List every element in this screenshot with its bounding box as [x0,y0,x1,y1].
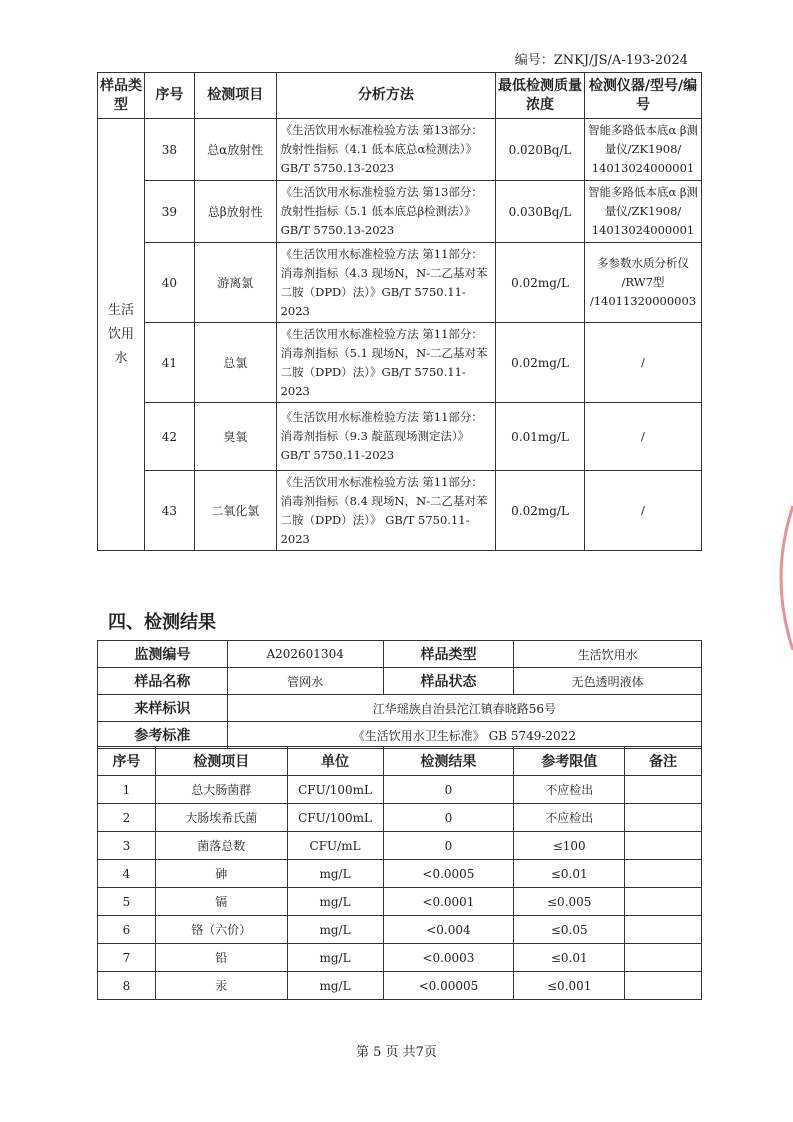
method-row [98,119,702,181]
result-note [625,944,702,972]
result-no: 4 [98,860,156,888]
sample-state-value: 无色透明液体 [514,668,702,695]
result-row [98,888,702,916]
results-header-unit: 单位 [287,747,383,776]
result-row [98,776,702,804]
method-limit: 0.030Bq/L [496,181,585,243]
result-row [98,944,702,972]
method-limit: 0.02mg/L [496,323,585,403]
method-row [98,243,702,323]
result-row [98,916,702,944]
seal-stamp-fragment [763,498,793,658]
result-limit: 不应检出 [514,804,625,832]
header-no: 序号 [144,73,194,119]
result-note [625,888,702,916]
result-unit: CFU/mL [287,832,383,860]
method-item: 游离氯 [194,243,276,323]
result-unit: CFU/100mL [287,804,383,832]
result-item: 菌落总数 [155,832,287,860]
result-note [625,832,702,860]
standard-value: 《生活饮用水卫生标准》 GB 5749-2022 [227,722,701,749]
sample-state-label: 样品状态 [383,668,514,695]
result-value: 0 [383,832,514,860]
method-limit: 0.02mg/L [496,243,585,323]
method-item: 二氧化氯 [194,471,276,551]
result-item: 铅 [155,944,287,972]
result-value: <0.00005 [383,972,514,1000]
method-instrument: 智能多路低本底α β测量仪/ZK1908/ 14013024000001 [584,181,701,243]
section-title: 四、检测结果 [108,612,216,633]
header-method: 分析方法 [276,73,495,119]
source-value: 江华瑶族自治县沱江镇春晓路56号 [227,695,701,722]
result-value: 0 [383,804,514,832]
sample-info-table [97,640,702,749]
method-instrument: / [584,471,701,551]
results-header-limit: 参考限值 [514,747,625,776]
result-no: 8 [98,972,156,1000]
result-item: 汞 [155,972,287,1000]
result-note [625,776,702,804]
result-limit: ≤100 [514,832,625,860]
method-row [98,323,702,403]
result-no: 7 [98,944,156,972]
seal-arc [781,506,793,650]
monitor-no-label: 监测编号 [98,641,228,668]
page-footer: 第 5 页 共7页 [356,1045,437,1060]
result-item: 总大肠菌群 [155,776,287,804]
header-instrument: 检测仪器/型号/编号 [584,73,701,119]
result-limit: ≤0.01 [514,944,625,972]
method-text: 《生活饮用水标准检验方法 第11部分：消毒剂指标（4.3 现场N，N-二乙基对苯二胺（DPD）法）》GB/T 5750.11-2023 [276,243,495,323]
result-no: 5 [98,888,156,916]
result-no: 2 [98,804,156,832]
method-row [98,403,702,471]
method-no: 43 [144,471,194,551]
methods-header-row [98,73,702,119]
method-row [98,471,702,551]
method-row [98,181,702,243]
method-item: 总β放射性 [194,181,276,243]
method-instrument: / [584,323,701,403]
result-limit: 不应检出 [514,776,625,804]
result-limit: ≤0.001 [514,972,625,1000]
result-unit: mg/L [287,916,383,944]
method-instrument: / [584,403,701,471]
results-table [97,746,702,1000]
result-unit: CFU/100mL [287,776,383,804]
method-item: 臭氧 [194,403,276,471]
result-value: <0.0003 [383,944,514,972]
method-no: 38 [144,119,194,181]
result-row [98,972,702,1000]
method-instrument: 智能多路低本底α β测量仪/ZK1908/ 14013024000001 [584,119,701,181]
result-limit: ≤0.01 [514,860,625,888]
results-header-row [98,747,702,776]
monitor-no-value: A202601304 [227,641,383,668]
result-row [98,832,702,860]
result-note [625,916,702,944]
methods-table [97,72,702,551]
method-item: 总α放射性 [194,119,276,181]
method-text: 《生活饮用水标准检验方法 第11部分：消毒剂指标（8.4 现场N，N-二乙基对苯二胺（DPD）法）》 GB/T 5750.11-2023 [276,471,495,551]
results-header-no: 序号 [98,747,156,776]
result-unit: mg/L [287,972,383,1000]
sample-type-cell: 生活饮用水 [98,119,145,551]
result-value: <0.0005 [383,860,514,888]
result-unit: mg/L [287,888,383,916]
source-label: 来样标识 [98,695,228,722]
method-limit: 0.01mg/L [496,403,585,471]
results-header-note: 备注 [625,747,702,776]
result-unit: mg/L [287,860,383,888]
result-no: 3 [98,832,156,860]
results-header-item: 检测项目 [155,747,287,776]
result-limit: ≤0.005 [514,888,625,916]
method-no: 40 [144,243,194,323]
result-unit: mg/L [287,944,383,972]
sample-type-value: 生活饮用水 [514,641,702,668]
result-row [98,804,702,832]
method-no: 41 [144,323,194,403]
result-item: 砷 [155,860,287,888]
method-text: 《生活饮用水标准检验方法 第11部分：消毒剂指标（9.3 靛蓝现场测定法）》GB/T 5750.11-2023 [276,403,495,471]
result-limit: ≤0.05 [514,916,625,944]
method-no: 39 [144,181,194,243]
result-value: <0.0001 [383,888,514,916]
method-limit: 0.02mg/L [496,471,585,551]
result-note [625,804,702,832]
result-item: 镉 [155,888,287,916]
sample-name-label: 样品名称 [98,668,228,695]
method-text: 《生活饮用水标准检验方法 第11部分：消毒剂指标（5.1 现场N，N-二乙基对苯二胺（DPD）法）》GB/T 5750.11-2023 [276,323,495,403]
header-sample-type: 样品类型 [98,73,145,119]
result-item: 铬（六价） [155,916,287,944]
sample-name-value: 管网水 [227,668,383,695]
result-no: 6 [98,916,156,944]
method-limit: 0.020Bq/L [496,119,585,181]
header-item: 检测项目 [194,73,276,119]
method-no: 42 [144,403,194,471]
result-row [98,860,702,888]
result-value: <0.004 [383,916,514,944]
document-number: 编号：ZNKJ/JS/A-193-2024 [514,53,688,68]
method-text: 《生活饮用水标准检验方法 第13部分：放射性指标（4.1 低本底总α检测法）》GB/T 5750.13-2023 [276,119,495,181]
method-text: 《生活饮用水标准检验方法 第13部分：放射性指标（5.1 低本底总β检测法）》GB/T 5750.13-2023 [276,181,495,243]
method-instrument: 多参数水质分析仪 /RW7型 /14011320000003 [584,243,701,323]
result-note [625,972,702,1000]
method-item: 总氯 [194,323,276,403]
result-value: 0 [383,776,514,804]
result-item: 大肠埃希氏菌 [155,804,287,832]
standard-label: 参考标准 [98,722,228,749]
sample-type-label: 样品类型 [383,641,514,668]
result-note [625,860,702,888]
result-no: 1 [98,776,156,804]
results-header-result: 检测结果 [383,747,514,776]
header-limit: 最低检测质量浓度 [496,73,585,119]
